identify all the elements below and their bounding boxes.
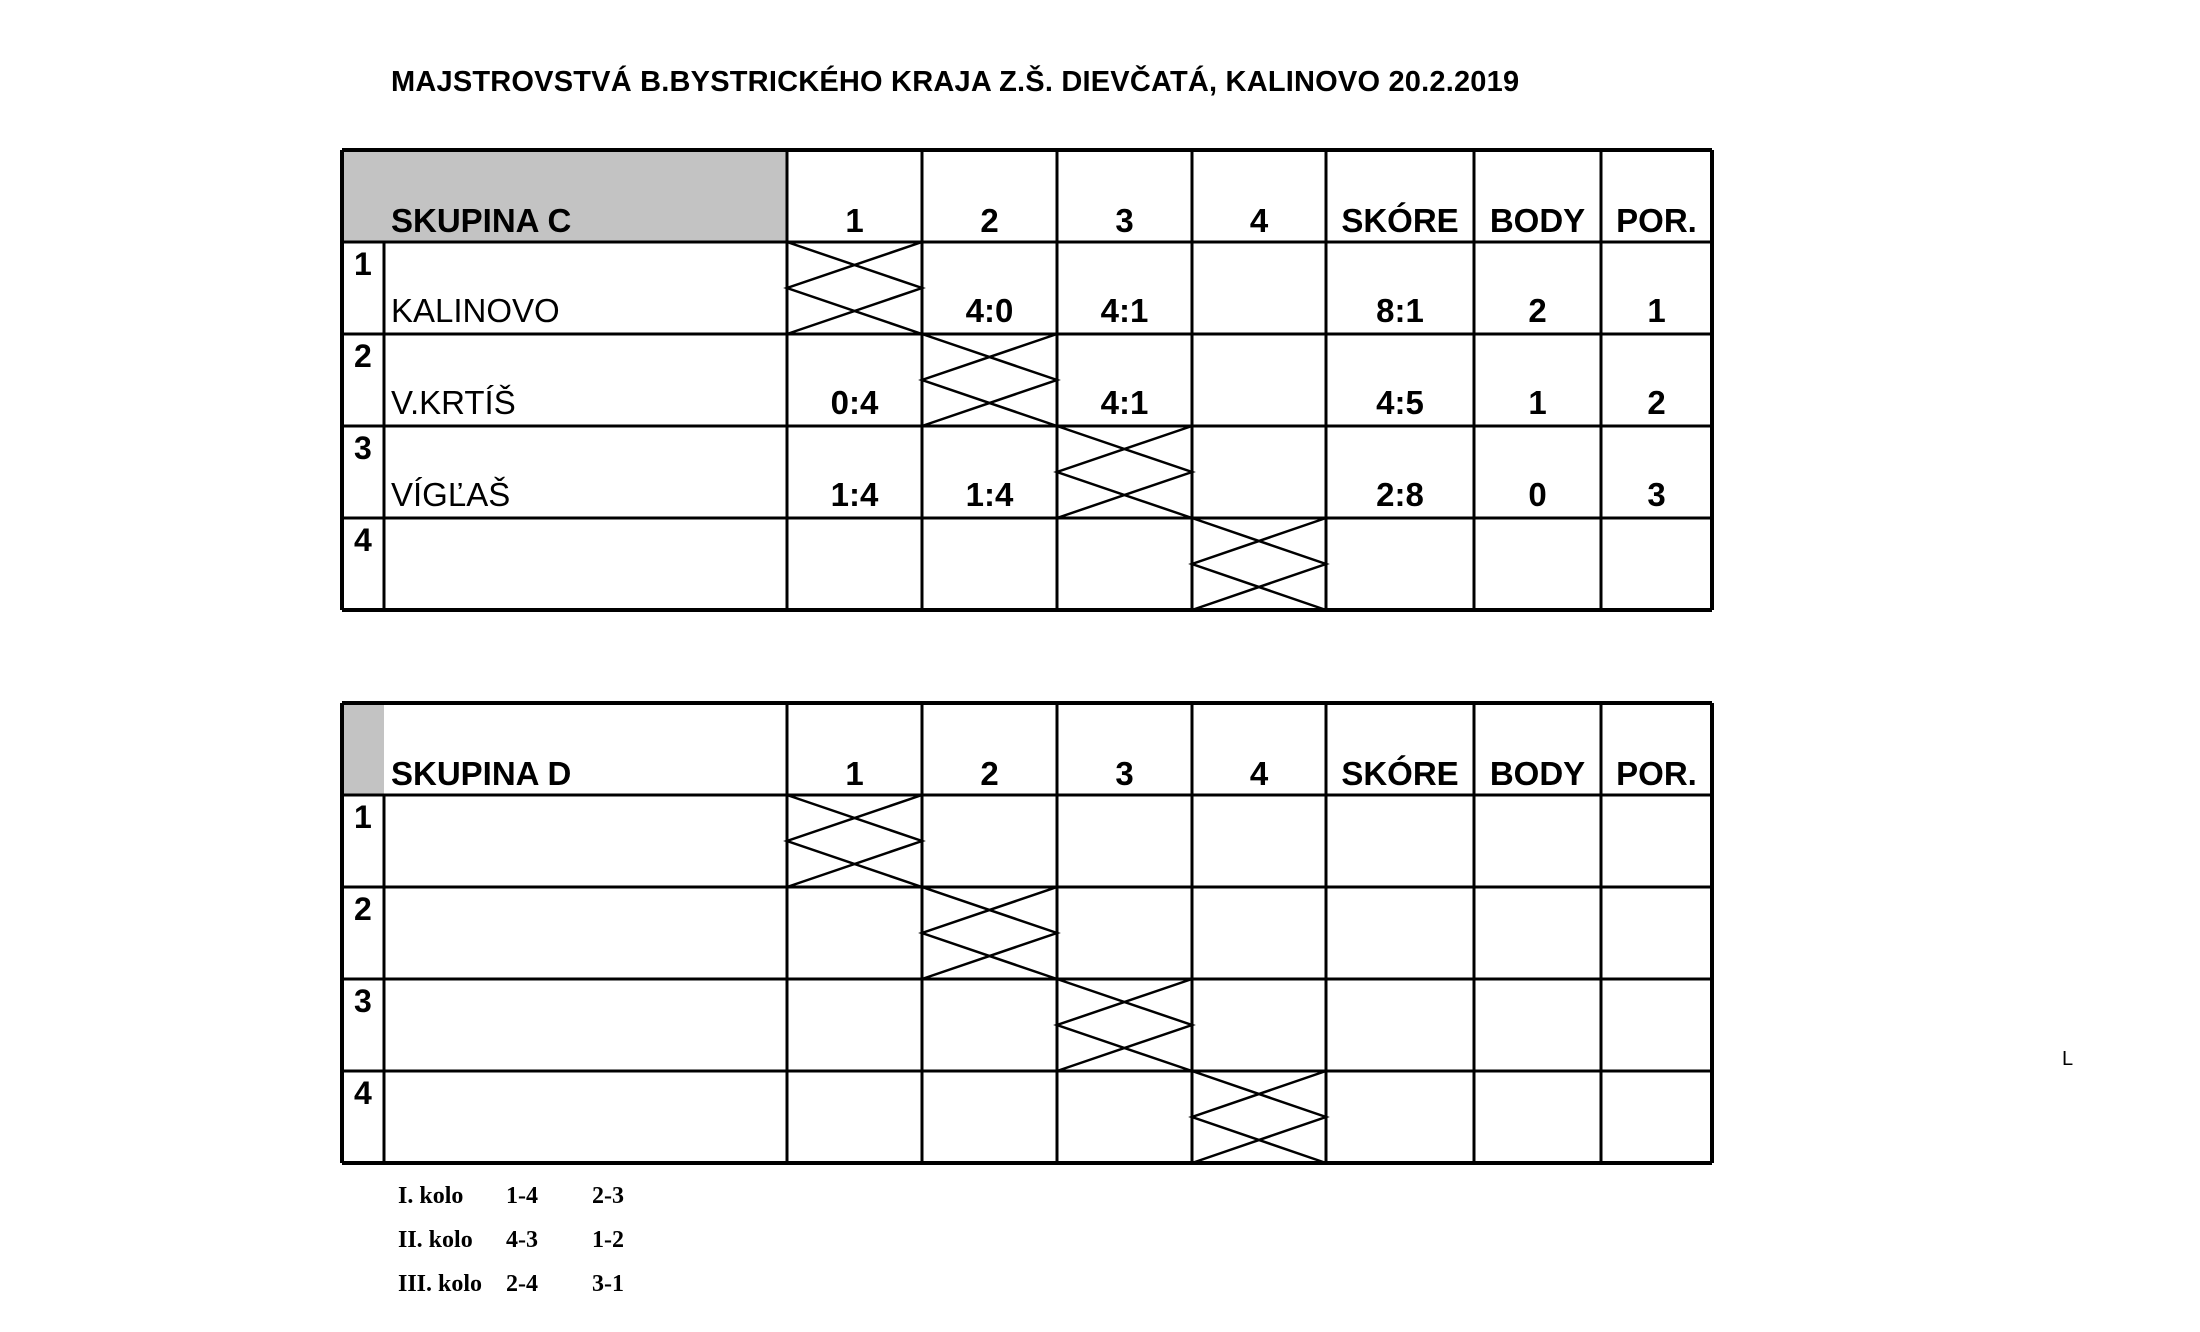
row-number: 2 bbox=[354, 891, 372, 927]
round-label: I. kolo bbox=[398, 1183, 464, 1209]
self-match-cross bbox=[1057, 979, 1192, 1071]
column-header: SKÓRE bbox=[1341, 202, 1459, 239]
row-number: 1 bbox=[354, 246, 372, 282]
column-header: 4 bbox=[1249, 755, 1269, 792]
column-header: POR. bbox=[1616, 202, 1697, 239]
column-header: 2 bbox=[980, 755, 999, 792]
match-result: 4:0 bbox=[965, 292, 1014, 329]
row-number: 2 bbox=[354, 338, 372, 374]
round-match-1: 2-4 bbox=[506, 1271, 538, 1297]
column-header: 1 bbox=[845, 202, 864, 239]
self-match-cross bbox=[922, 887, 1057, 979]
round-match-2: 1-2 bbox=[592, 1227, 624, 1253]
rank-cell: 3 bbox=[1647, 476, 1666, 513]
group-name: SKUPINA C bbox=[391, 202, 572, 239]
row-number: 4 bbox=[354, 522, 372, 558]
column-header: 4 bbox=[1249, 202, 1269, 239]
column-header: BODY bbox=[1489, 202, 1586, 239]
round-label: II. kolo bbox=[398, 1227, 473, 1253]
match-result: 1:4 bbox=[965, 476, 1014, 513]
column-header: POR. bbox=[1616, 755, 1697, 792]
self-match-cross bbox=[1192, 1071, 1326, 1163]
self-match-cross bbox=[787, 242, 922, 334]
row-number: 1 bbox=[354, 799, 372, 835]
column-header: BODY bbox=[1489, 755, 1586, 792]
self-match-cross bbox=[787, 795, 922, 887]
team-name: KALINOVO bbox=[391, 292, 560, 329]
column-header: 3 bbox=[1115, 755, 1134, 792]
self-match-cross bbox=[922, 334, 1057, 426]
column-header: SKÓRE bbox=[1341, 755, 1459, 792]
round-match-1: 1-4 bbox=[506, 1183, 538, 1209]
self-match-cross bbox=[1192, 518, 1326, 610]
team-name: V.KRTÍŠ bbox=[391, 384, 516, 421]
group-d-table bbox=[342, 703, 1712, 1163]
column-header: 2 bbox=[980, 202, 999, 239]
points-cell: 0 bbox=[1528, 476, 1547, 513]
match-result: 4:1 bbox=[1100, 292, 1149, 329]
page-title: MAJSTROVSTVÁ B.BYSTRICKÉHO KRAJA Z.Š. DIEVČATÁ, KALINOVO 20.2.2019 bbox=[391, 66, 1520, 98]
match-result: 1:4 bbox=[830, 476, 879, 513]
group-c-table bbox=[342, 150, 1712, 610]
self-match-cross bbox=[1057, 426, 1192, 518]
team-name: VÍGĽAŠ bbox=[391, 476, 511, 513]
group-name: SKUPINA D bbox=[391, 755, 572, 792]
row-number: 3 bbox=[354, 983, 372, 1019]
match-result: 4:1 bbox=[1100, 384, 1149, 421]
score-cell: 2:8 bbox=[1376, 476, 1424, 513]
match-result: 0:4 bbox=[830, 384, 879, 421]
points-cell: 2 bbox=[1528, 292, 1547, 329]
row-number: 4 bbox=[354, 1075, 372, 1111]
round-match-1: 4-3 bbox=[506, 1227, 538, 1253]
row-number: 3 bbox=[354, 430, 372, 466]
round-match-2: 3-1 bbox=[592, 1271, 624, 1297]
column-header: 1 bbox=[845, 755, 864, 792]
stray-mark: L bbox=[2062, 1048, 2074, 1070]
score-cell: 8:1 bbox=[1376, 292, 1424, 329]
round-match-2: 2-3 bbox=[592, 1183, 624, 1209]
rank-cell: 1 bbox=[1647, 292, 1666, 329]
rank-cell: 2 bbox=[1647, 384, 1666, 421]
round-label: III. kolo bbox=[398, 1271, 483, 1297]
score-cell: 4:5 bbox=[1376, 384, 1424, 421]
column-header: 3 bbox=[1115, 202, 1134, 239]
points-cell: 1 bbox=[1528, 384, 1547, 421]
